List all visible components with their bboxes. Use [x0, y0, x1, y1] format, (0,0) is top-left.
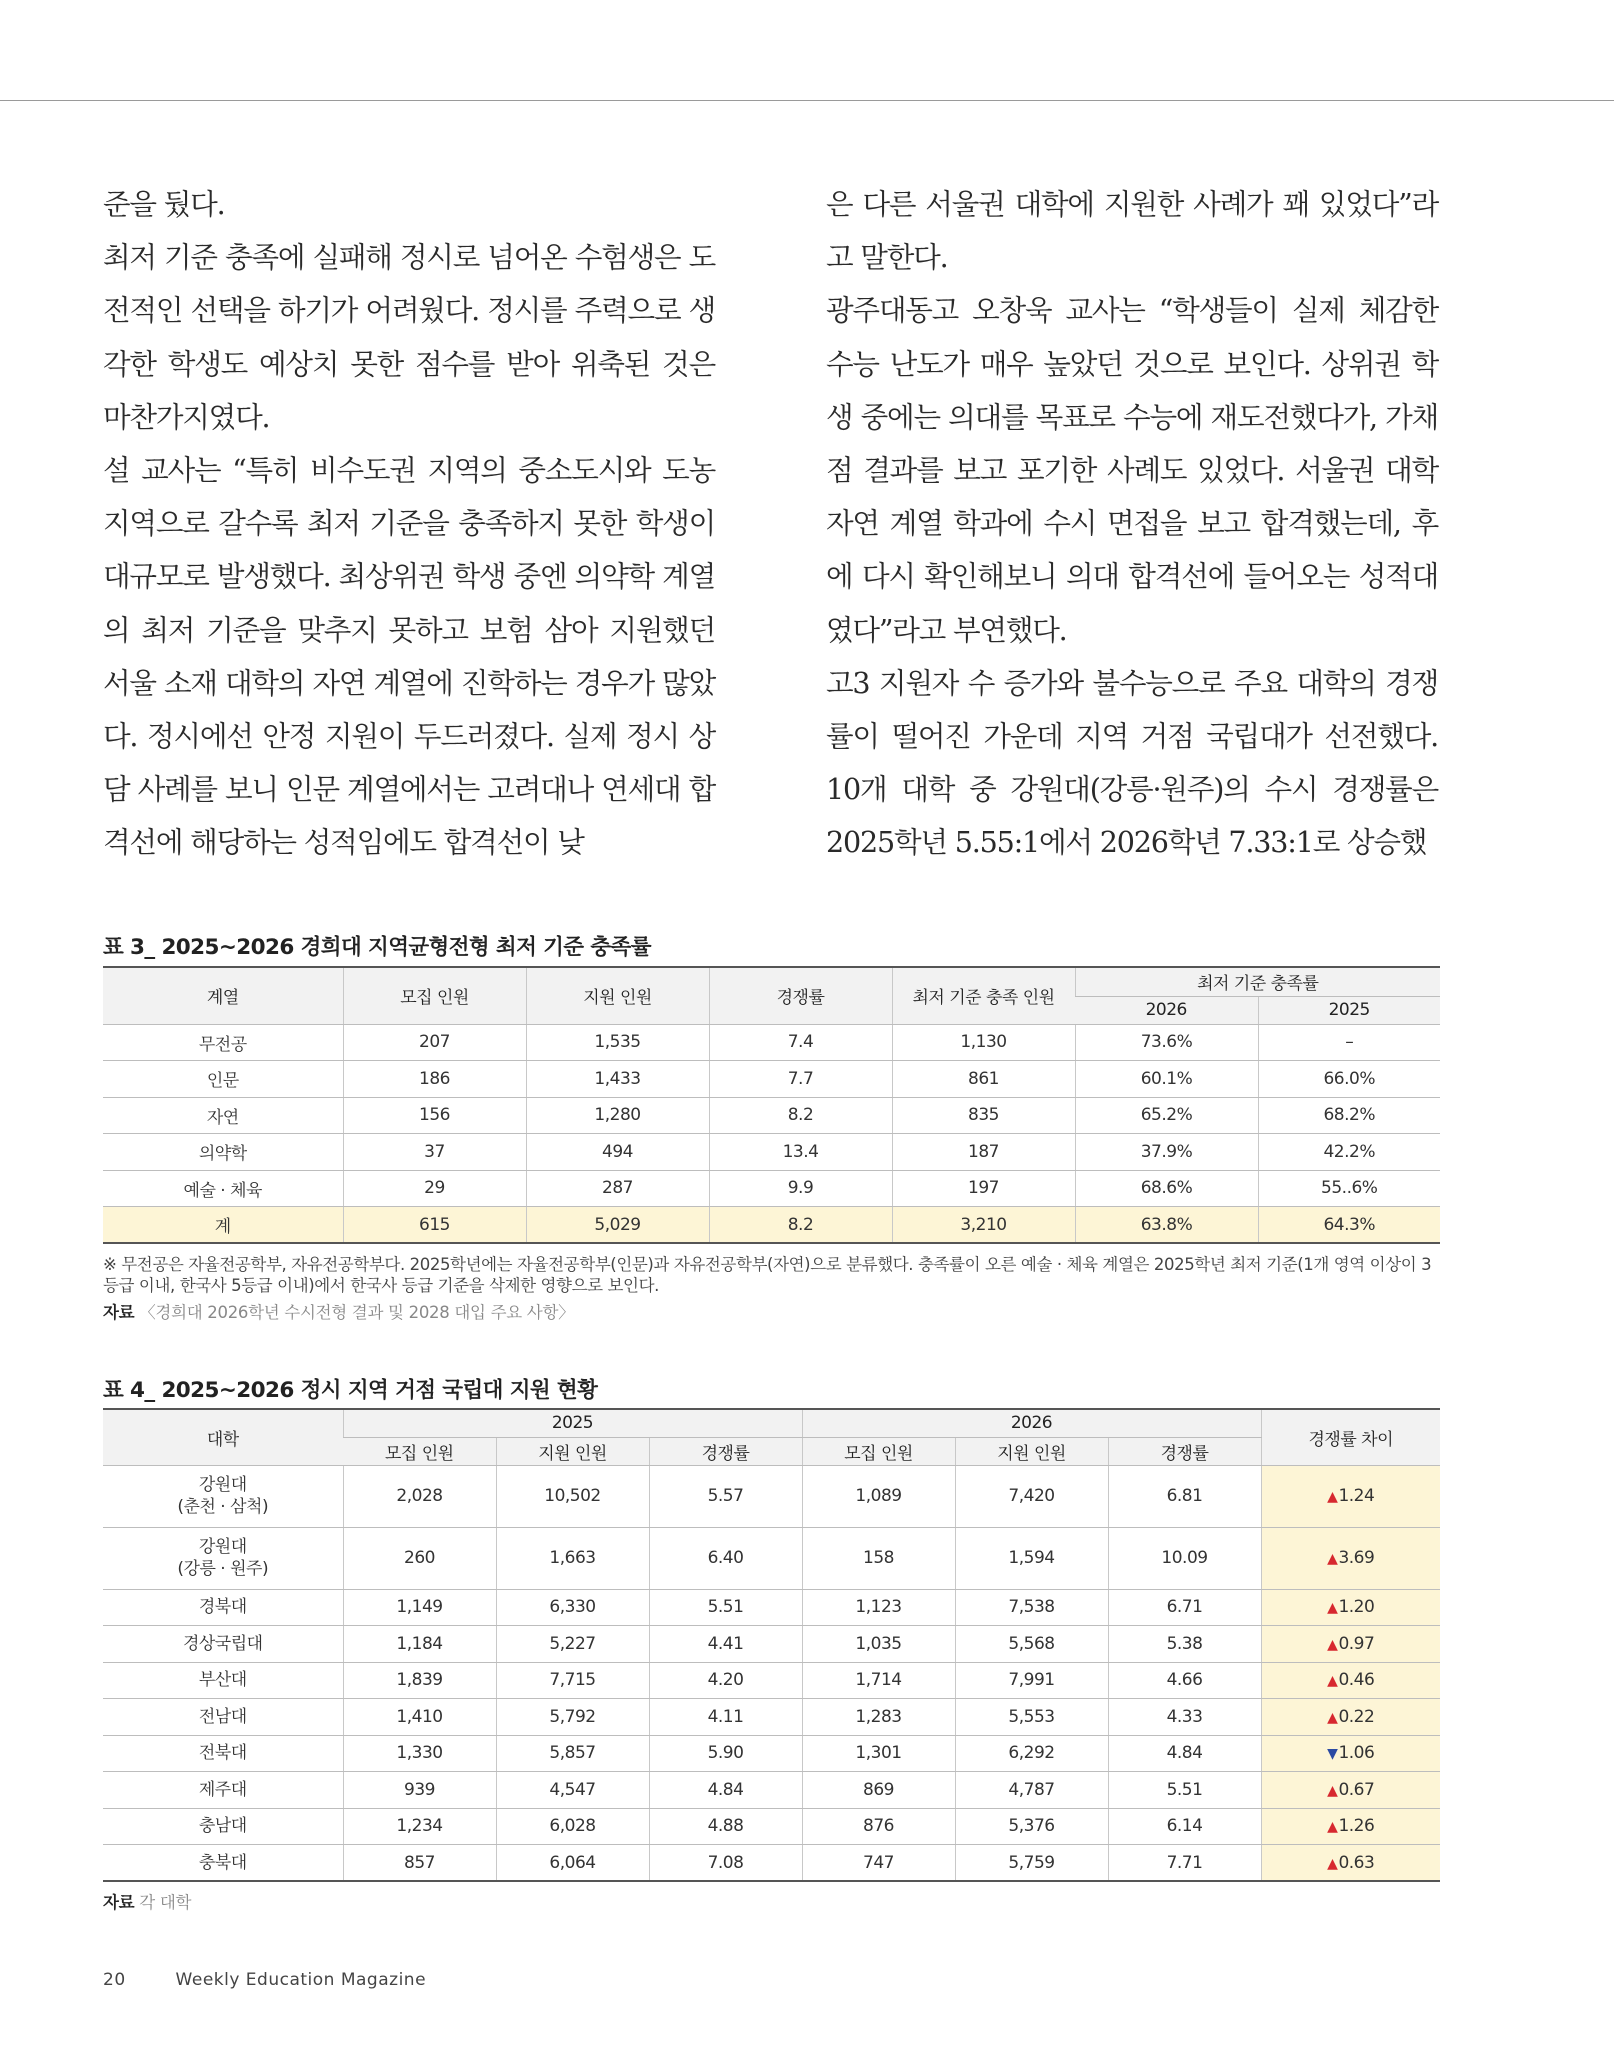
cell-rate-2026: 63.8%: [1075, 1207, 1258, 1244]
cell-diff: [1261, 1527, 1440, 1589]
article-column-right: [826, 178, 1438, 870]
source-label: 자료: [103, 1303, 135, 1322]
diff-value: 3.69: [1338, 1548, 1375, 1568]
cell-2025-rate: 5.90: [649, 1735, 802, 1772]
article-paragraph: 최저 기준 충족에 실패해 정시로 넘어온 수험생은 도전적인 선택을 하기가 어려웠다. 정시를 주력으로 생각한 학생도 예상치 못한 점수를 받아 위축된 것은 마찬가지였다.: [103, 240, 715, 434]
cell-diff: [1261, 1735, 1440, 1772]
cell-2025-applicants: 5,227: [496, 1626, 649, 1663]
cell-univ: [103, 1772, 343, 1809]
table-row: [103, 1808, 1440, 1845]
cell-univ: [103, 1465, 343, 1527]
triangle-up-icon: ▲: [1327, 1489, 1338, 1505]
cell-2025-recruit: 2,028: [343, 1465, 496, 1527]
table4-source: [103, 1889, 191, 1913]
cell-2025-rate: 4.84: [649, 1772, 802, 1809]
cell-2026-recruit: 1,714: [802, 1662, 955, 1699]
table3-note: ※ 무전공은 자율전공학부, 자유전공학부다. 2025학년에는 자율전공학부(인문)과 자유전공학부(자연)으로 분류했다. 충족률이 오른 예술 · 체육 계열은 2025학년 최저 기준(1개 영역 이상이 3등급 이내, 한국사 5등급 이내)에서 한국사 등급 기준을 삭제한 영향으로 보인다.: [103, 1255, 1432, 1295]
table3-title: 표 3_ 2025~2026 경희대 지역균형전형 최저 기준 충족률: [103, 935, 651, 960]
univ-name: 전남대: [198, 1706, 247, 1727]
cell-applicants: 1,433: [526, 1061, 709, 1098]
cell-diff: [1261, 1772, 1440, 1809]
cell-univ: [103, 1626, 343, 1663]
header-recruit: 모집 인원: [343, 967, 526, 1024]
header-rule: [0, 100, 1614, 101]
cell-rate-2025: –: [1258, 1024, 1440, 1061]
cell-diff: [1261, 1699, 1440, 1736]
table-row: [103, 1626, 1440, 1663]
cell-met: 861: [892, 1061, 1075, 1098]
header-met-rate: 최저 기준 충족률: [1075, 967, 1440, 996]
diff-value: 1.20: [1338, 1597, 1375, 1618]
cell-2025-rate: 5.51: [649, 1589, 802, 1626]
triangle-up-icon: ▲: [1327, 1855, 1338, 1872]
cell-rate-2025: 66.0%: [1258, 1061, 1440, 1098]
cell-univ: [103, 1589, 343, 1626]
cell-diff: [1261, 1662, 1440, 1699]
cell-2025-applicants: 5,857: [496, 1735, 649, 1772]
triangle-up-icon: ▲: [1327, 1782, 1338, 1799]
cell-rate-2026: 65.2%: [1075, 1097, 1258, 1134]
cell-category: 예술 · 체육: [103, 1170, 343, 1207]
diff-value: 0.67: [1338, 1779, 1375, 1800]
cell-2025-recruit: 1,234: [343, 1808, 496, 1845]
cell-2025-rate: 4.41: [649, 1626, 802, 1663]
cell-2026-recruit: 747: [802, 1845, 955, 1882]
cell-2026-recruit: 876: [802, 1808, 955, 1845]
table-row: [103, 1170, 1440, 1207]
cell-2025-rate: 6.40: [649, 1527, 802, 1589]
univ-name: 강원대: [198, 1537, 247, 1557]
cell-rate: 7.7: [709, 1061, 892, 1098]
univ-name: 제주대: [198, 1779, 247, 1800]
header-year-2025: 2025: [343, 1409, 802, 1437]
cell-2026-rate: 4.66: [1108, 1662, 1261, 1699]
cell-recruit: 207: [343, 1024, 526, 1061]
header-year-2026: 2026: [802, 1409, 1261, 1437]
cell-2026-applicants: 7,991: [955, 1662, 1108, 1699]
triangle-up-icon: ▲: [1327, 1551, 1338, 1567]
cell-2026-applicants: 5,759: [955, 1845, 1108, 1882]
triangle-up-icon: ▲: [1327, 1636, 1338, 1653]
cell-2025-recruit: 857: [343, 1845, 496, 1882]
cell-2025-recruit: 1,184: [343, 1626, 496, 1663]
cell-met: 835: [892, 1097, 1075, 1134]
cell-category: 인문: [103, 1061, 343, 1098]
diff-value: 0.63: [1338, 1852, 1375, 1873]
cell-2026-recruit: 158: [802, 1527, 955, 1589]
diff-value: 1.26: [1338, 1816, 1375, 1837]
cell-2026-rate: 6.14: [1108, 1808, 1261, 1845]
header-applicants: 지원 인원: [526, 967, 709, 1024]
cell-met: 1,130: [892, 1024, 1075, 1061]
cell-rate: 8.2: [709, 1207, 892, 1244]
univ-campus: (강릉 · 원주): [177, 1559, 269, 1579]
univ-name: 강원대: [198, 1475, 247, 1495]
cell-2025-recruit: 939: [343, 1772, 496, 1809]
cell-univ: [103, 1845, 343, 1882]
cell-applicants: 5,029: [526, 1207, 709, 1244]
cell-2026-recruit: 1,089: [802, 1465, 955, 1527]
cell-2026-rate: 7.71: [1108, 1845, 1261, 1882]
cell-2026-rate: 6.71: [1108, 1589, 1261, 1626]
page-footer: [103, 1970, 426, 1990]
cell-2026-rate: 5.51: [1108, 1772, 1261, 1809]
cell-recruit: 29: [343, 1170, 526, 1207]
univ-name: 충북대: [198, 1852, 247, 1873]
article-column-left: [103, 178, 715, 870]
table-row: [103, 1699, 1440, 1736]
header-met: 최저 기준 충족 인원: [892, 967, 1075, 1024]
header-recruit: 모집 인원: [343, 1437, 496, 1465]
table3: [103, 966, 1440, 1244]
table-row: [103, 1527, 1440, 1589]
cell-rate-2026: 68.6%: [1075, 1170, 1258, 1207]
table-row: [103, 1662, 1440, 1699]
cell-diff: [1261, 1626, 1440, 1663]
article-paragraph: 준을 뒀다.: [103, 187, 225, 221]
table-row: [103, 1134, 1440, 1171]
cell-2025-recruit: 260: [343, 1527, 496, 1589]
univ-name: 전북대: [198, 1743, 247, 1764]
cell-rate: 7.4: [709, 1024, 892, 1061]
table-row: [103, 1735, 1440, 1772]
cell-univ: [103, 1662, 343, 1699]
cell-category: 의약학: [103, 1134, 343, 1171]
diff-value: 0.46: [1338, 1670, 1375, 1691]
table-row: [103, 1097, 1440, 1134]
cell-rate-2025: 55..6%: [1258, 1170, 1440, 1207]
cell-diff: [1261, 1589, 1440, 1626]
article-paragraph: 광주대동고 오창욱 교사는 “학생들이 실제 체감한 수능 난도가 매우 높았던 것으로 보인다. 상위권 학생 중에는 의대를 목표로 수능에 재도전했다가, 가채점 결과를 보고 포기한 사례도 있었다. 서울권 대학 자연 계열 학과에 수시 면접을 보고 합격했는데, 후에 다시 확인해보니 의대 합격선에 들어오는 성적대였다”라고 부연했다.: [826, 293, 1438, 647]
univ-name: 경상국립대: [182, 1633, 263, 1654]
cell-univ: [103, 1735, 343, 1772]
cell-diff: [1261, 1845, 1440, 1882]
cell-2026-applicants: 7,420: [955, 1465, 1108, 1527]
article-paragraph: 은 다른 서울권 대학에 지원한 사례가 꽤 있었다”라고 말한다.: [826, 187, 1438, 275]
cell-2025-recruit: 1,149: [343, 1589, 496, 1626]
cell-2026-applicants: 5,568: [955, 1626, 1108, 1663]
cell-diff: [1261, 1465, 1440, 1527]
cell-met: 3,210: [892, 1207, 1075, 1244]
cell-recruit: 186: [343, 1061, 526, 1098]
cell-rate-2026: 73.6%: [1075, 1024, 1258, 1061]
table-row: [103, 1589, 1440, 1626]
header-diff: 경쟁률 차이: [1261, 1409, 1440, 1465]
cell-2025-recruit: 1,839: [343, 1662, 496, 1699]
cell-2026-rate: 4.84: [1108, 1735, 1261, 1772]
cell-rate-2025: 42.2%: [1258, 1134, 1440, 1171]
cell-diff: [1261, 1808, 1440, 1845]
header-univ: 대학: [103, 1409, 343, 1465]
table-row: [103, 1061, 1440, 1098]
cell-2025-rate: 4.88: [649, 1808, 802, 1845]
cell-recruit: 615: [343, 1207, 526, 1244]
cell-2026-rate: 4.33: [1108, 1699, 1261, 1736]
cell-category: 무전공: [103, 1024, 343, 1061]
header-year-2025: 2025: [1258, 996, 1440, 1024]
cell-2026-applicants: 5,553: [955, 1699, 1108, 1736]
univ-name: 부산대: [198, 1670, 247, 1691]
cell-univ: [103, 1808, 343, 1845]
table3-source: [103, 1299, 574, 1323]
cell-2025-applicants: 1,663: [496, 1527, 649, 1589]
table4: [103, 1408, 1440, 1882]
table-row: [103, 1024, 1440, 1061]
cell-2026-applicants: 7,538: [955, 1589, 1108, 1626]
diff-value: 1.06: [1338, 1743, 1375, 1764]
cell-2025-applicants: 6,064: [496, 1845, 649, 1882]
cell-applicants: 1,280: [526, 1097, 709, 1134]
source-text: 〈경희대 2026학년 수시전형 결과 및 2028 대입 주요 사항〉: [139, 1303, 575, 1322]
cell-recruit: 37: [343, 1134, 526, 1171]
cell-2025-applicants: 6,028: [496, 1808, 649, 1845]
cell-2025-recruit: 1,410: [343, 1699, 496, 1736]
cell-category: 자연: [103, 1097, 343, 1134]
header-year-2026: 2026: [1075, 996, 1258, 1024]
diff-value: 1.24: [1338, 1486, 1375, 1506]
cell-rate: 13.4: [709, 1134, 892, 1171]
triangle-up-icon: ▲: [1327, 1673, 1338, 1690]
page-number: 20: [103, 1970, 126, 1990]
cell-2026-applicants: 6,292: [955, 1735, 1108, 1772]
table-row: [103, 1772, 1440, 1809]
table-total-row: [103, 1207, 1440, 1244]
header-applicants: 지원 인원: [496, 1437, 649, 1465]
header-rate: 경쟁률: [709, 967, 892, 1024]
cell-rate-2026: 60.1%: [1075, 1061, 1258, 1098]
univ-campus: (춘천 · 삼척): [177, 1497, 269, 1517]
cell-2026-recruit: 869: [802, 1772, 955, 1809]
cell-rate: 9.9: [709, 1170, 892, 1207]
cell-2025-applicants: 10,502: [496, 1465, 649, 1527]
cell-2025-rate: 7.08: [649, 1845, 802, 1882]
cell-recruit: 156: [343, 1097, 526, 1134]
cell-2026-recruit: 1,035: [802, 1626, 955, 1663]
cell-2025-rate: 5.57: [649, 1465, 802, 1527]
diff-value: 0.22: [1338, 1706, 1375, 1727]
table-row: [103, 1465, 1440, 1527]
header-rate: 경쟁률: [649, 1437, 802, 1465]
cell-2026-recruit: 1,301: [802, 1735, 955, 1772]
cell-2026-rate: 5.38: [1108, 1626, 1261, 1663]
table-row: [103, 1845, 1440, 1882]
cell-2025-applicants: 7,715: [496, 1662, 649, 1699]
header-category: 계열: [103, 967, 343, 1024]
cell-2025-applicants: 4,547: [496, 1772, 649, 1809]
cell-2026-recruit: 1,283: [802, 1699, 955, 1736]
cell-applicants: 494: [526, 1134, 709, 1171]
cell-univ: [103, 1527, 343, 1589]
univ-name: 충남대: [198, 1816, 247, 1837]
cell-2026-applicants: 5,376: [955, 1808, 1108, 1845]
cell-2025-applicants: 5,792: [496, 1699, 649, 1736]
magazine-name: Weekly Education Magazine: [175, 1970, 427, 1990]
header-recruit: 모집 인원: [802, 1437, 955, 1465]
header-rate: 경쟁률: [1108, 1437, 1261, 1465]
cell-2025-applicants: 6,330: [496, 1589, 649, 1626]
table4-title: 표 4_ 2025~2026 정시 지역 거점 국립대 지원 현황: [103, 1378, 598, 1403]
header-applicants: 지원 인원: [955, 1437, 1108, 1465]
cell-rate-2025: 68.2%: [1258, 1097, 1440, 1134]
cell-2026-recruit: 1,123: [802, 1589, 955, 1626]
cell-applicants: 1,535: [526, 1024, 709, 1061]
triangle-up-icon: ▲: [1327, 1709, 1338, 1726]
source-text: 각 대학: [139, 1893, 192, 1912]
cell-2025-rate: 4.11: [649, 1699, 802, 1736]
cell-category: 계: [103, 1207, 343, 1244]
cell-met: 187: [892, 1134, 1075, 1171]
source-label: 자료: [103, 1893, 135, 1912]
triangle-up-icon: ▲: [1327, 1600, 1338, 1617]
cell-rate-2025: 64.3%: [1258, 1207, 1440, 1244]
cell-rate: 8.2: [709, 1097, 892, 1134]
triangle-down-icon: ▼: [1327, 1746, 1338, 1763]
diff-value: 0.97: [1338, 1633, 1375, 1654]
article-paragraph: 고3 지원자 수 증가와 불수능으로 주요 대학의 경쟁률이 떨어진 가운데 지역 거점 국립대가 선전했다. 10개 대학 중 강원대(강릉·원주)의 수시 경쟁률은 2025학년 5.55:1에서 2026학년 7.33:1로 상승했: [826, 665, 1438, 860]
article-paragraph: 설 교사는 “특히 비수도권 지역의 중소도시와 도농 지역으로 갈수록 최저 기준을 충족하지 못한 학생이 대규모로 발생했다. 최상위권 학생 중엔 의약학 계열의 최저 기준을 맞추지 못하고 보험 삼아 지원했던 서울 소재 대학의 자연 계열에 진학하는 경우가 많았다. 정시에선 안정 지원이 두드러졌다. 실제 정시 상담 사례를 보니 인문 계열에서는 고려대나 연세대 합격선에 해당하는 성적임에도 합격선이 낮: [103, 453, 715, 860]
cell-2026-rate: 6.81: [1108, 1465, 1261, 1527]
univ-name: 경북대: [198, 1597, 247, 1618]
cell-2026-applicants: 1,594: [955, 1527, 1108, 1589]
cell-univ: [103, 1699, 343, 1736]
cell-applicants: 287: [526, 1170, 709, 1207]
cell-2026-rate: 10.09: [1108, 1527, 1261, 1589]
cell-met: 197: [892, 1170, 1075, 1207]
cell-2026-applicants: 4,787: [955, 1772, 1108, 1809]
cell-2025-rate: 4.20: [649, 1662, 802, 1699]
cell-rate-2026: 37.9%: [1075, 1134, 1258, 1171]
triangle-up-icon: ▲: [1327, 1819, 1338, 1836]
cell-2025-recruit: 1,330: [343, 1735, 496, 1772]
